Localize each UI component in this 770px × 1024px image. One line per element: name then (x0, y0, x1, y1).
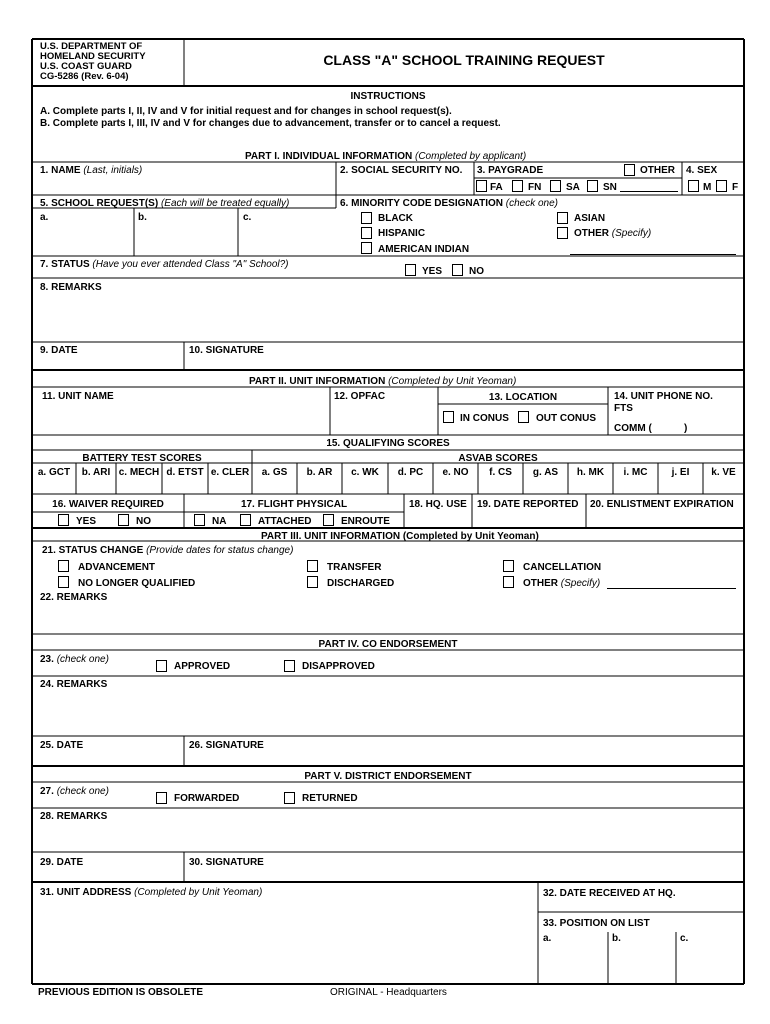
minority-asian-checkbox[interactable] (557, 212, 568, 224)
minority-american-indian-label: AMERICAN INDIAN (378, 244, 470, 255)
remarks-22-label: 22. REMARKS (40, 592, 108, 603)
discharged-checkbox[interactable] (307, 576, 318, 588)
fts-label: FTS (614, 403, 633, 414)
flight-enroute-checkbox[interactable] (323, 514, 334, 526)
name-label: 1. NAME (Last, initials) (40, 165, 143, 176)
position-col-c: c. (680, 933, 689, 944)
score-ve: k. VE (711, 467, 736, 478)
sex-f-checkbox[interactable] (716, 180, 727, 192)
advancement-checkbox[interactable] (58, 560, 69, 572)
minority-other-label: OTHER (Specify) (574, 228, 652, 239)
opfac-label: 12. OPFAC (334, 391, 386, 402)
sex-m-checkbox[interactable] (688, 180, 699, 192)
score-etst: d. ETST (166, 467, 204, 478)
agency-block (40, 42, 146, 82)
flight-attached-label: ATTACHED (258, 516, 312, 527)
copy-distribution: ORIGINAL - Headquarters (330, 987, 447, 998)
battery-test-label: BATTERY TEST SCORES (82, 453, 202, 464)
school-col-c: c. (243, 212, 252, 223)
status-change-label: 21. STATUS CHANGE (Provide dates for status change) (42, 545, 294, 556)
cancellation-checkbox[interactable] (503, 560, 514, 572)
score-pc: d. PC (397, 467, 424, 478)
instructions-heading: INSTRUCTIONS (350, 91, 426, 102)
previous-edition-note: PREVIOUS EDITION IS OBSOLETE (38, 987, 204, 998)
flight-physical-label: 17. FLIGHT PHYSICAL (240, 499, 348, 510)
ssn-label: 2. SOCIAL SECURITY NO. (340, 165, 463, 176)
minority-asian-label: ASIAN (574, 213, 606, 224)
date-9-label: 9. DATE (40, 345, 78, 356)
flight-attached-checkbox[interactable] (240, 514, 251, 526)
waiver-label: 16. WAIVER REQUIRED (52, 499, 164, 510)
disapproved-checkbox[interactable] (284, 660, 295, 672)
score-gs: a. GS (261, 467, 288, 478)
unit-address-label: 31. UNIT ADDRESS (Completed by Unit Yeoman) (40, 887, 263, 898)
status-other-line[interactable] (607, 588, 736, 589)
school-col-b: b. (138, 212, 147, 223)
comm-close: ) (684, 423, 688, 434)
signature-30-label: 30. SIGNATURE (189, 857, 264, 868)
agency-line-1: U.S. DEPARTMENT OF (40, 41, 143, 52)
returned-checkbox[interactable] (284, 792, 295, 804)
school-col-a: a. (40, 212, 49, 223)
location-label: 13. LOCATION (488, 392, 558, 403)
minority-black-checkbox[interactable] (361, 212, 372, 224)
score-ari: b. ARI (81, 467, 111, 478)
status-other-label: OTHER (Specify) (523, 578, 601, 589)
in-conus-checkbox[interactable] (443, 411, 454, 423)
instruction-a: A. Complete parts I, II, IV and V for initial request and for changes in school request(s). (40, 106, 452, 117)
paygrade-label: 3. PAYGRADE (477, 165, 544, 176)
paygrade-fa-checkbox[interactable] (476, 180, 487, 192)
date-received-label: 32. DATE RECEIVED AT HQ. (543, 888, 676, 899)
paygrade-sa-label: SA (566, 182, 580, 193)
disapproved-label: DISAPPROVED (302, 661, 375, 672)
asvab-label: ASVAB SCORES (458, 453, 538, 464)
agency-line-3: U.S. COAST GUARD (40, 61, 132, 72)
check-23-label: 23. (check one) (40, 654, 109, 665)
school-request-label: 5. SCHOOL REQUEST(S) (Each will be treated equally) (40, 198, 290, 209)
enlistment-expiration-label: 20. ENLISTMENT EXPIRATION (590, 499, 734, 510)
unit-phone-label: 14. UNIT PHONE NO. (614, 391, 713, 402)
comm-label: COMM ( (614, 423, 652, 434)
remarks-28-label: 28. REMARKS (40, 811, 108, 822)
part2-heading: PART II. UNIT INFORMATION (Completed by Unit Yeoman) (249, 376, 517, 387)
remarks-8-label: 8. REMARKS (40, 282, 102, 293)
approved-checkbox[interactable] (156, 660, 167, 672)
paygrade-other-label: OTHER (640, 165, 675, 176)
out-conus-checkbox[interactable] (518, 411, 529, 423)
forwarded-label: FORWARDED (174, 793, 240, 804)
sex-f-label: F (732, 182, 739, 193)
waiver-yes-label: YES (76, 516, 97, 527)
form-number: CG-5286 (Rev. 6-04) (40, 71, 129, 82)
sex-label: 4. SEX (686, 165, 718, 176)
minority-american-indian-checkbox[interactable] (361, 242, 372, 254)
waiver-no-label: NO (136, 516, 151, 527)
unit-name-label: 11. UNIT NAME (42, 391, 114, 402)
paygrade-other-checkbox[interactable] (624, 164, 635, 176)
date-25-label: 25. DATE (40, 740, 84, 751)
part4-heading: PART IV. CO ENDORSEMENT (318, 639, 458, 650)
sex-m-label: M (703, 182, 712, 193)
no-longer-qualified-checkbox[interactable] (58, 576, 69, 588)
status-label: 7. STATUS (Have you ever attended Class "A" School?) (40, 259, 289, 270)
approved-label: APPROVED (174, 661, 231, 672)
part5-heading: PART V. DISTRICT ENDORSEMENT (304, 771, 472, 782)
status-yes-label: YES (422, 266, 443, 277)
score-as: g. AS (532, 467, 559, 478)
status-no-checkbox[interactable] (452, 264, 463, 276)
date-reported-label: 19. DATE REPORTED (477, 499, 579, 510)
minority-black-label: BLACK (378, 213, 413, 224)
score-mk: h. MK (576, 467, 605, 478)
position-on-list-label: 33. POSITION ON LIST (543, 918, 650, 929)
check-27-label: 27. (check one) (40, 786, 109, 797)
paygrade-fn-checkbox[interactable] (512, 180, 523, 192)
minority-hispanic-checkbox[interactable] (361, 227, 372, 239)
flight-na-label: NA (212, 516, 227, 527)
part3-heading: PART III. UNIT INFORMATION (Completed by Unit Yeoman) (261, 531, 539, 542)
score-mech: c. MECH (118, 467, 160, 478)
minority-other-line[interactable] (570, 254, 736, 255)
paygrade-other-line[interactable] (620, 191, 678, 192)
transfer-checkbox[interactable] (307, 560, 318, 572)
status-no-label: NO (469, 266, 484, 277)
paygrade-fa-label: FA (490, 182, 503, 193)
paygrade-sn-label: SN (603, 182, 617, 193)
score-no: e. NO (442, 467, 469, 478)
signature-10-label: 10. SIGNATURE (189, 345, 264, 356)
score-mc: i. MC (623, 467, 648, 478)
forwarded-checkbox[interactable] (156, 792, 167, 804)
waiver-no-checkbox[interactable] (118, 514, 129, 526)
paygrade-sn-checkbox[interactable] (587, 180, 598, 192)
status-yes-checkbox[interactable] (405, 264, 416, 276)
flight-enroute-label: ENROUTE (341, 516, 390, 527)
score-wk: c. WK (351, 467, 379, 478)
hq-use-label: 18. HQ. USE (409, 499, 467, 510)
paygrade-fn-label: FN (528, 182, 542, 193)
form-title: CLASS "A" SCHOOL TRAINING REQUEST (323, 52, 605, 68)
in-conus-label: IN CONUS (460, 413, 509, 424)
date-29-label: 29. DATE (40, 857, 84, 868)
part1-heading: PART I. INDIVIDUAL INFORMATION (Completed by applicant) (245, 151, 527, 162)
paygrade-sa-checkbox[interactable] (550, 180, 561, 192)
minority-other-checkbox[interactable] (557, 227, 568, 239)
score-ar: b. AR (306, 467, 333, 478)
qualifying-scores-label: 15. QUALIFYING SCORES (326, 438, 450, 449)
remarks-24-label: 24. REMARKS (40, 679, 108, 690)
signature-26-label: 26. SIGNATURE (189, 740, 264, 751)
minority-label: 6. MINORITY CODE DESIGNATION (check one) (340, 198, 559, 209)
score-gct: a. GCT (37, 467, 71, 478)
score-cler: e. CLER (210, 467, 250, 478)
returned-label: RETURNED (302, 793, 358, 804)
flight-na-checkbox[interactable] (194, 514, 205, 526)
score-cs: f. CS (489, 467, 512, 478)
waiver-yes-checkbox[interactable] (58, 514, 69, 526)
cancellation-label: CANCELLATION (523, 562, 602, 573)
no-longer-qualified-label: NO LONGER QUALIFIED (78, 578, 196, 589)
agency-line-2: HOMELAND SECURITY (40, 51, 146, 62)
position-col-a: a. (543, 933, 552, 944)
advancement-label: ADVANCEMENT (78, 562, 156, 573)
score-ei: j. EI (671, 467, 690, 478)
position-col-b: b. (612, 933, 621, 944)
minority-hispanic-label: HISPANIC (378, 228, 426, 239)
status-other-checkbox[interactable] (503, 576, 514, 588)
out-conus-label: OUT CONUS (536, 413, 596, 424)
discharged-label: DISCHARGED (327, 578, 395, 589)
transfer-label: TRANSFER (327, 562, 382, 573)
instruction-b: B. Complete parts I, III, IV and V for changes due to advancement, transfer or to cancel a request. (40, 118, 501, 129)
